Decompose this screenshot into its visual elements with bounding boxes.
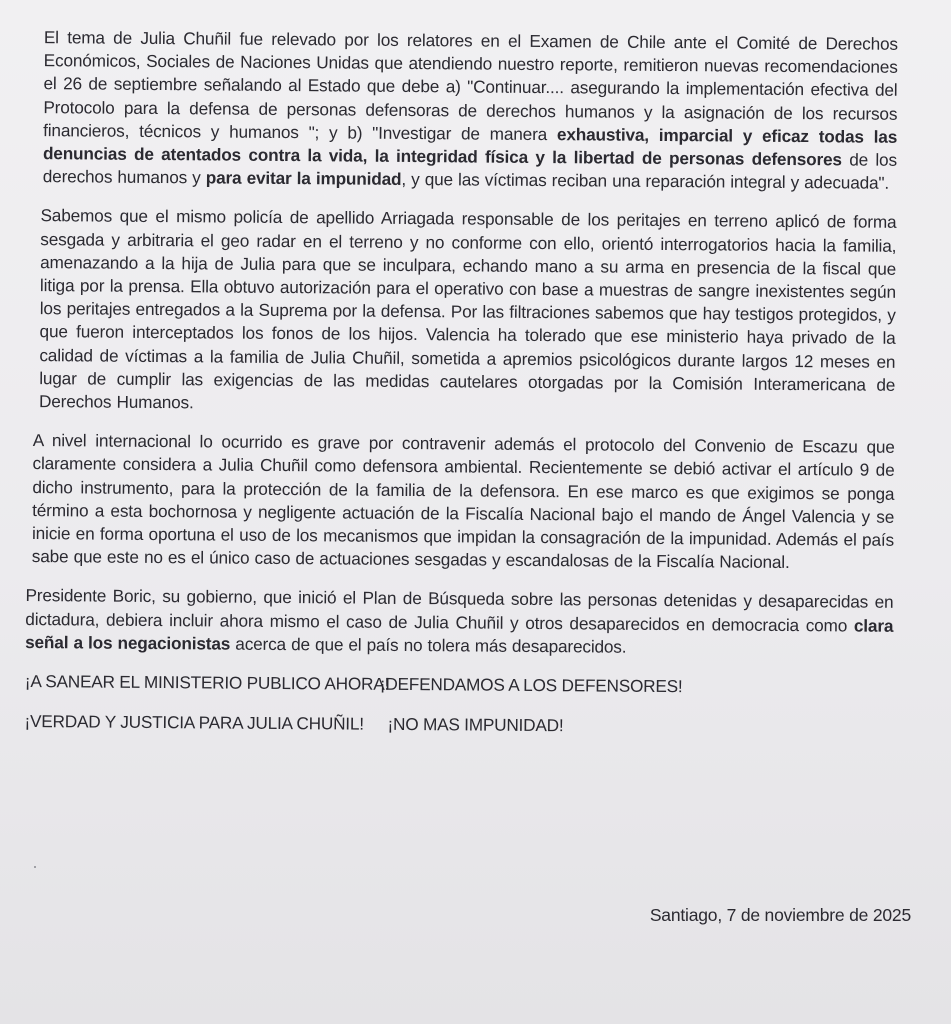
paragraph-4-bold: clara señal a los negacionistas — [25, 615, 894, 654]
slogan-no-mas-impunidad: ¡NO MAS IMPUNIDAD! — [387, 713, 564, 736]
paragraph-1-text-c: , y que las víctimas reciban una reparación integral y adecuada". — [401, 169, 890, 193]
paragraph-3 — [26, 429, 895, 575]
paragraph-2-text: Sabemos que el mismo policía de apellido Arriagada responsable de los peritajes en terreno aplicó de forma sesgada y arbitraria el geo radar en el terreno y no conforme con ello, orientó interrogatorios hacia la familia, amenazando a la hija de Julia para que se inculpara, echando mano a su arma en presencia de la fiscal que litiga por la prensa. Ella obtuvo autorización para el operativo con base a muestras de sangre inexistentes según los peritajes entregados a la Suprema por la defensa. Por las filtraciones sabemos que hay testigos protegidos, y que fueron interceptados los fonos de los hijos. Valencia ha tolerado que ese ministerio haya privado de la calidad de víctimas a la familia de Julia Chuñil, sometida a apremios psicológicos durante largos 12 meses en lugar de cumplir las exigencias de las medidas cautelares otorgadas por la Comisión Interamericana de Derechos Humanos. — [38, 205, 897, 413]
paragraph-3-text: A nivel internacional lo ocurrido es grave por contravenir además el protocolo del Convenio de Escazu que claramente considera a Julia Chuñil como defensora ambiental. Recientemente se debió activar el artículo 9 de dicho instrumento, para la protección de la familia de la defensora. En ese marco es que exigimos se ponga término a esta bochornosa y negligente actuación de la Fiscalía Nacional bajo el mando de Ángel Valencia y se inicie en forma oportuna el uso de los mecanismos que impidan la consagración de la impunidad. Además el país sabe que este no es el único caso de actuaciones sesgadas y escandalosas de la Fiscalía Nacional. — [31, 430, 895, 573]
slogan-row-2 — [24, 710, 892, 740]
paragraph-2 — [27, 204, 897, 420]
paragraph-1-bold-a: exhaustiva, imparcial y eficaz todas las denuncias de atentados contra la vida, la integridad física y la libertad de personas defensores — [42, 123, 898, 170]
slogan-sanear-ministerio: ¡A SANEAR EL MINISTERIO PUBLICO AHORA! — [24, 671, 390, 694]
date-signature: Santiago, 7 de noviembre de 2025 — [649, 905, 911, 925]
slogan-row-1 — [25, 670, 893, 700]
slogans-block — [24, 670, 892, 740]
paragraph-1-bold-b: para evitar la impunidad — [205, 167, 402, 190]
paragraph-4 — [25, 584, 894, 660]
slogan-verdad-justicia: ¡VERDAD Y JUSTICIA PARA JULIA CHUÑIL! — [24, 711, 364, 734]
paragraph-1-text-b: de los derechos humanos y — [42, 149, 898, 188]
paragraph-4-text-b: acerca de que el país no tolera más desaparecidos. — [230, 633, 627, 657]
letter-body — [24, 26, 898, 740]
paragraph-1-text-a: El tema de Julia Chuñil fue relevado por los relatores en el Examen de Chile ante el Comité de Derechos Económicos, Sociales de Naciones Unidas que atendiendo nuestro reporte, remitieron nuevas recomendaciones el 26 de septiembre señalando al Estado que debe a) "Continuar.... asegurando la implementación efectiva del Protocolo para la defensa de personas defensoras de derechos humanos y la asignación de los recursos financieros, técnicos y humanos "; y b) "Investigar de manera — [43, 27, 898, 144]
paper-speck — [34, 866, 36, 868]
paragraph-1 — [29, 26, 898, 195]
slogan-defendamos-defensores: ¡DEFENDAMOS A LOS DEFENSORES! — [379, 673, 683, 697]
paragraph-4-text-a: Presidente Boric, su gobierno, que inició el Plan de Búsqueda sobre las personas detenidas y desaparecidas en dictadura, debiera incluir ahora mismo el caso de Julia Chuñil y otros desaparecidos en democracia como — [25, 585, 894, 636]
